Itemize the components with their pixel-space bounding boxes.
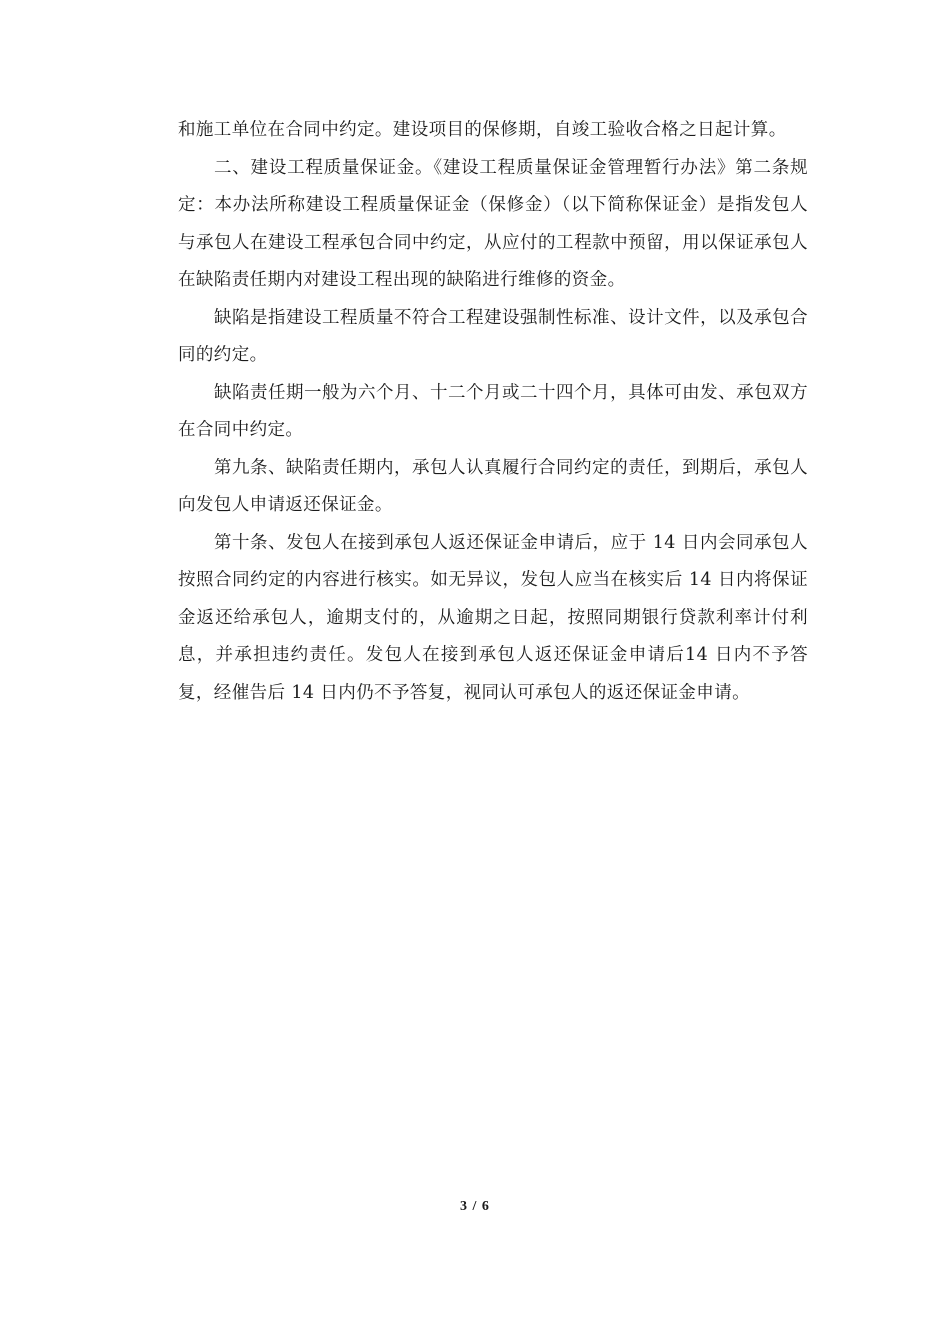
paragraph-defect-definition: 缺陷是指建设工程质量不符合工程建设强制性标准、设计文件，以及承包合同的约定。 — [178, 307, 808, 365]
paragraph-defect-period: 缺陷责任期一般为六个月、十二个月或二十四个月，具体可由发、承包双方在合同中约定。 — [178, 382, 808, 440]
document-body — [178, 112, 808, 712]
paragraph-continuation: 和施工单位在合同中约定。建设项目的保修期，自竣工验收合格之日起计算。 — [178, 120, 787, 140]
paragraph-article-10: 第十条、发包人在接到承包人返还保证金申请后，应于 14 日内会同承包人按照合同约定的内容进行核实。如无异议，发包人应当在核实后 14 日内将保证金返还给承包人，逾期支付的，从逾期之日起，按照同期银行贷款利率计付利息，并承担违约责任。发包人在接到承包人返还保证金申请后14 日内不予答复，经催告后 14 日内仍不予答复，视同认可承包人的返还保证金申请。 — [178, 532, 808, 703]
paragraph-quality-deposit: 二、建设工程质量保证金。《建设工程质量保证金管理暂行办法》第二条规定：本办法所称建设工程质量保证金（保修金）（以下简称保证金）是指发包人与承包人在建设工程承包合同中约定，从应付的工程款中预留，用以保证承包人在缺陷责任期内对建设工程出现的缺陷进行维修的资金。 — [178, 157, 808, 290]
page-number: 3 / 6 — [460, 1199, 490, 1214]
paragraph-article-9: 第九条、缺陷责任期内，承包人认真履行合同约定的责任，到期后，承包人向发包人申请返还保证金。 — [178, 457, 808, 515]
